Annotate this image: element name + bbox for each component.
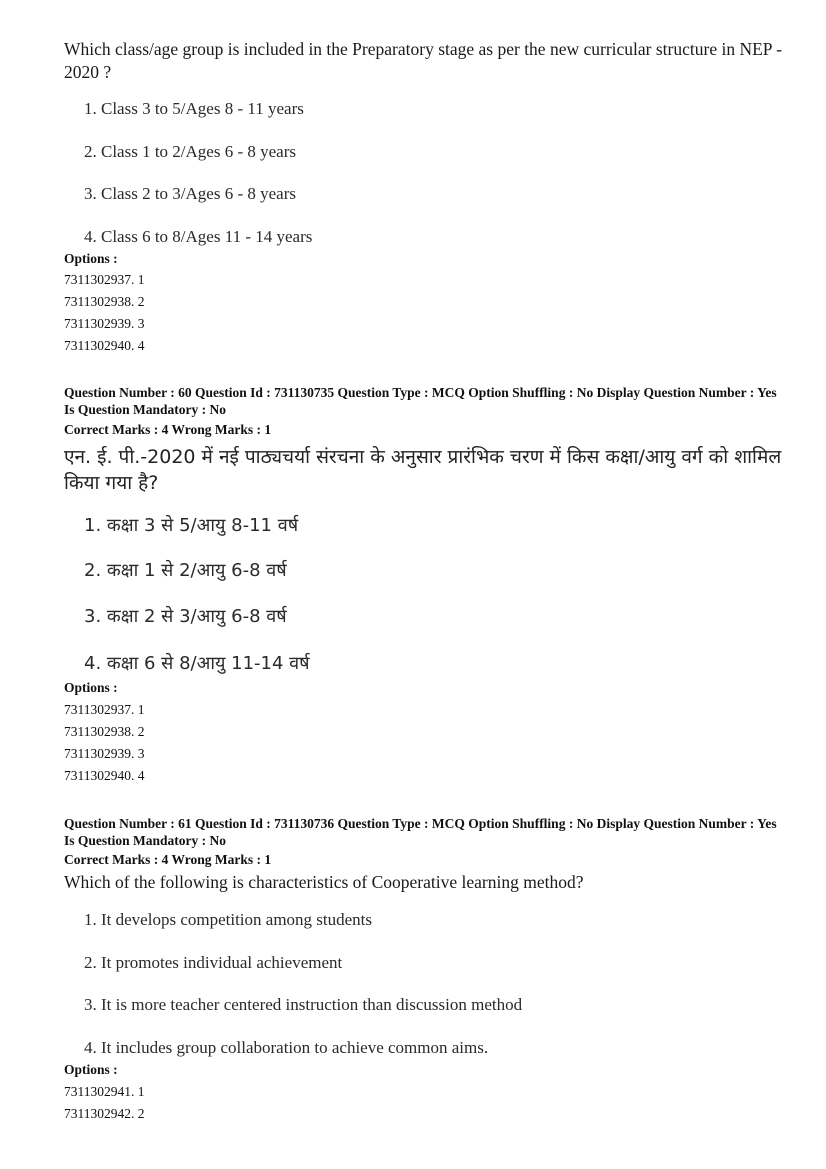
options-label: Options : <box>64 680 118 695</box>
marks-info: Correct Marks : 4 Wrong Marks : 1 <box>64 422 272 437</box>
option-3: 3. It is more teacher centered instruction than discussion method <box>84 995 523 1014</box>
option-id: 7311302939. 3 <box>64 746 145 761</box>
option-4: 4. कक्षा 6 से 8/आयु 11-14 वर्ष <box>84 653 310 674</box>
option-4: 4. It includes group collaboration to achieve common aims. <box>84 1038 489 1057</box>
marks-info: Correct Marks : 4 Wrong Marks : 1 <box>64 852 272 867</box>
option-2: 2. Class 1 to 2/Ages 6 - 8 years <box>84 142 297 161</box>
option-id: 7311302942. 2 <box>64 1106 145 1121</box>
option-id: 7311302940. 4 <box>64 338 145 353</box>
question-meta: Question Number : 61 Question Id : 731130736 Question Type : MCQ Option Shuffling : No Display Question Number : Yes Is Question Mandatory : No <box>64 816 777 848</box>
option-2: 2. कक्षा 1 से 2/आयु 6-8 वर्ष <box>84 560 287 581</box>
option-id: 7311302938. 2 <box>64 294 145 309</box>
question-text: Which of the following is characteristics of Cooperative learning method? <box>64 872 584 892</box>
option-id: 7311302940. 4 <box>64 768 145 783</box>
option-2: 2. It promotes individual achievement <box>84 953 343 972</box>
option-1: 1. कक्षा 3 से 5/आयु 8-11 वर्ष <box>84 515 299 536</box>
option-id: 7311302937. 1 <box>64 272 145 287</box>
option-3: 3. Class 2 to 3/Ages 6 - 8 years <box>84 184 297 203</box>
option-3: 3. कक्षा 2 से 3/आयु 6-8 वर्ष <box>84 606 287 627</box>
question-text: एन. ई. पी.-2020 में नई पाठ्यचर्या संरचना के अनुसार प्रारंभिक चरण में किस कक्षा/आयु वर्ग को शामिल किया गया है? <box>64 446 782 494</box>
options-label: Options : <box>64 251 118 266</box>
question-meta: Question Number : 60 Question Id : 731130735 Question Type : MCQ Option Shuffling : No Display Question Number : Yes Is Question Mandatory : No <box>64 385 777 417</box>
options-label: Options : <box>64 1062 118 1077</box>
option-id: 7311302939. 3 <box>64 316 145 331</box>
option-1: 1. Class 3 to 5/Ages 8 - 11 years <box>84 99 304 118</box>
question-text: Which class/age group is included in the Preparatory stage as per the new curricular structure in NEP - 2020 ? <box>64 39 783 82</box>
option-4: 4. Class 6 to 8/Ages 11 - 14 years <box>84 227 313 246</box>
option-1: 1. It develops competition among students <box>84 910 373 929</box>
option-id: 7311302938. 2 <box>64 724 145 739</box>
option-id: 7311302941. 1 <box>64 1084 145 1099</box>
option-id: 7311302937. 1 <box>64 702 145 717</box>
